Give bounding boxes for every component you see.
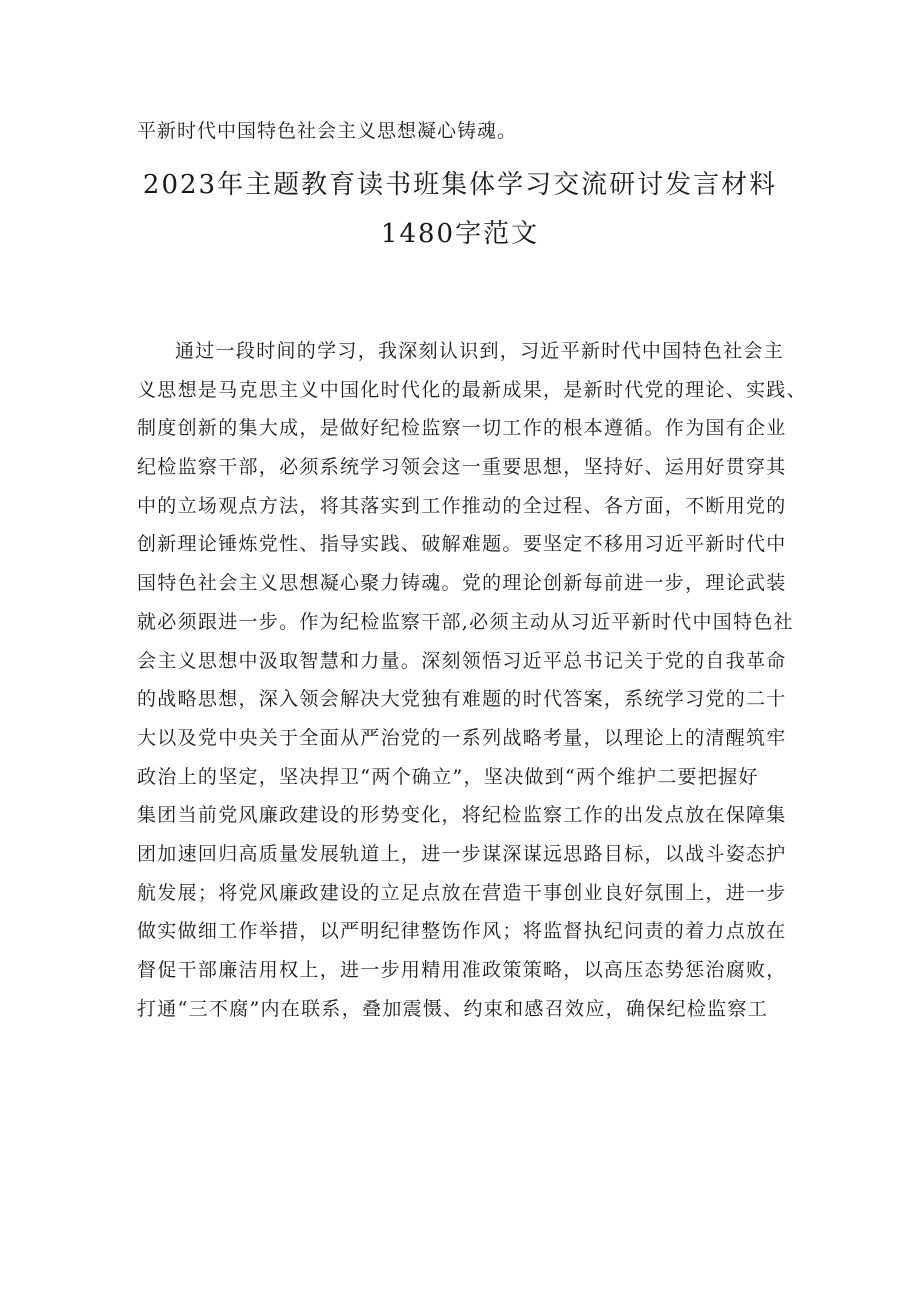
paragraph-line: 通过一段时间的学习，我深刻认识到，习近平新时代中国特色社会主 [175,340,785,362]
paragraph-line: 的战略思想，深入领会解决大党独有难题的时代答案，系统学习党的二十 [137,688,787,711]
paragraph-line: 会主义思想中汲取智慧和力量。深刻领悟习近平总书记关于党的自我革命 [137,649,787,672]
paragraph-line: 做实做细工作举措，以严明纪律整饬作风；将监督执纪问责的着力点放在 [137,920,787,943]
paragraph-line: 政治上的坚定，坚决捍卫“两个确立”，坚决做到“两个维护二要把握好 [137,765,759,788]
paragraph-line: 纪检监察干部，必须系统学习领会这一重要思想，坚持好、运用好贯穿其 [137,456,787,479]
paragraph-line: 义思想是马克思主义中国化时代化的最新成果，是新时代党的理论、实践、 [137,378,807,401]
title-line: 2023年主题教育读书班集体学习交流研讨发言材料 [142,170,778,200]
paragraph-line: 创新理论锤炼党性、指导实践、破解难题。要坚定不移用习近平新时代中 [137,533,787,556]
title-line: 1480字范文 [380,219,540,249]
paragraph-line: 中的立场观点方法，将其落实到工作推动的全过程、各方面，不断用党的 [137,494,787,517]
paragraph-line: 督促干部廉洁用权上，进一步用精用准政策策略，以高压态势惩治腐败， [137,959,787,981]
continued-paragraph-text: 平新时代中国特色社会主义思想凝心铸魂。 [137,120,518,142]
paragraph-line: 就必须跟进一步。作为纪检监察干部,必须主动从习近平新时代中国特色社 [137,610,794,633]
paragraph-line: 航发展；将党风廉政建设的立足点放在营造干事创业良好氛围上，进一步 [137,881,787,904]
document-title [110,161,810,259]
paragraph-line: 制度创新的集大成，是做好纪检监察一切工作的根本遵循。作为国有企业 [137,417,787,440]
paragraph-line: 集团当前党风廉政建设的形势变化，将纪检监察工作的出发点放在保障集 [137,804,787,827]
paragraph-line: 大以及党中央关于全面从严治党的一系列战略考量，以理论上的清醒筑牢 [137,726,787,749]
paragraph-line: 国特色社会主义思想凝心聚力铸魂。党的理论创新每前进一步，理论武装 [137,572,787,595]
paragraph-line: 打通“三不腐”内在联系，叠加震慑、约束和感召效应，确保纪检监察工 [137,997,769,1020]
paragraph-line: 团加速回归高质量发展轨道上，进一步谋深谋远思路目标，以战斗姿态护 [137,842,787,865]
body-paragraph [137,332,807,1028]
